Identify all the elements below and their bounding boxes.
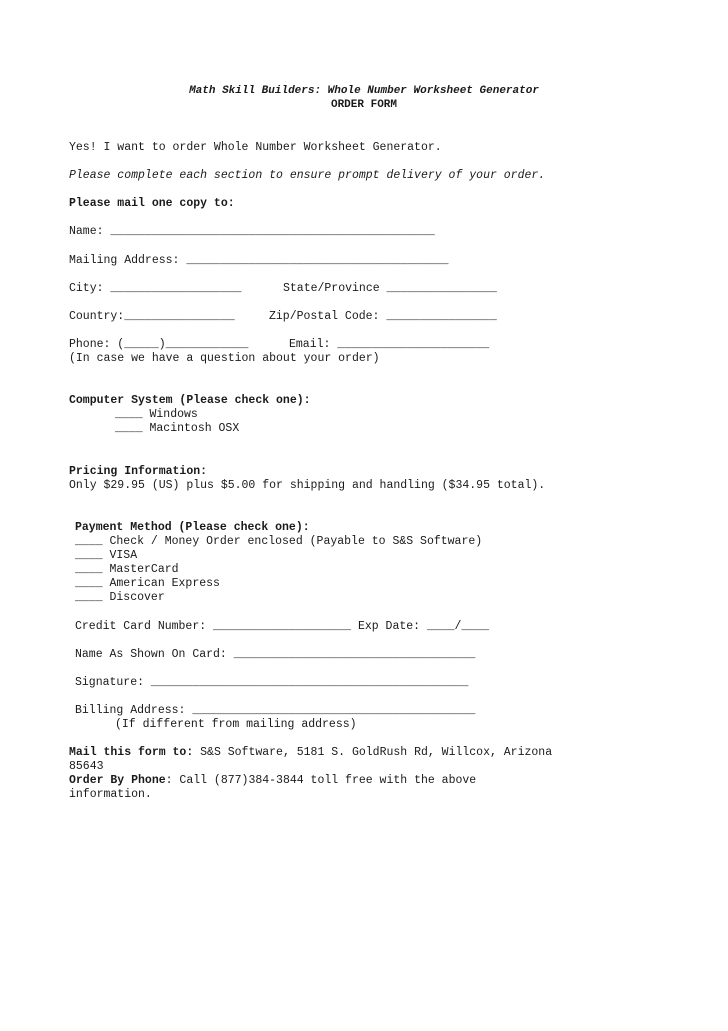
mac-option: ____ Macintosh OSX — [115, 422, 240, 435]
country-field: Country:________________ — [69, 310, 235, 323]
order-by-phone-text-cont: information. — [69, 788, 152, 801]
amex-option: ____ American Express — [75, 577, 220, 590]
mailing-address-field: Mailing Address: ______________________________________ — [69, 254, 449, 267]
mail-to-address: S&S Software, 5181 S. GoldRush Rd, Willcox, Arizona — [193, 746, 553, 759]
mail-to-zip: 85643 — [69, 760, 104, 773]
phone-field: Phone: (_____)____________ — [69, 338, 249, 351]
windows-option: ____ Windows — [115, 408, 198, 421]
billing-note: (If different from mailing address) — [115, 718, 357, 731]
discover-option: ____ Discover — [75, 591, 165, 604]
contact-note: (In case we have a question about your order) — [69, 352, 380, 365]
state-field: State/Province ________________ — [283, 282, 497, 295]
check-option: ____ Check / Money Order enclosed (Payable to S&S Software) — [75, 535, 483, 548]
visa-option: ____ VISA — [75, 549, 138, 562]
pricing-text: Only $29.95 (US) plus $5.00 for shipping and handling ($34.95 total). — [69, 479, 546, 492]
intro-instructions: Please complete each section to ensure prompt delivery of your order. — [69, 169, 546, 182]
city-field: City: ___________________ — [69, 282, 242, 295]
intro-line: Yes! I want to order Whole Number Worksheet Generator. — [69, 141, 442, 154]
computer-system-heading: Computer System (Please check one): — [69, 394, 311, 407]
credit-card-field: Credit Card Number: ____________________ Exp Date: ____/____ — [75, 620, 490, 633]
email-field: Email: ______________________ — [289, 338, 490, 351]
pricing-heading: Pricing Information: — [69, 465, 208, 478]
form-subtitle: ORDER FORM — [330, 99, 397, 111]
mail-to-label: Mail this form to: — [69, 746, 194, 759]
mail-copy-heading: Please mail one copy to: — [69, 197, 235, 210]
payment-method-heading: Payment Method (Please check one): — [75, 521, 310, 534]
mail-to-line — [69, 746, 552, 760]
billing-address-field: Billing Address: _________________________________________ — [75, 704, 476, 717]
order-by-phone-text: : Call (877)384-3844 toll free with the above — [165, 774, 477, 787]
order-by-phone-label: Order By Phone — [69, 774, 166, 787]
name-on-card-field: Name As Shown On Card: ___________________________________ — [75, 648, 476, 661]
form-title: Math Skill Builders: Whole Number Worksheet Generator — [189, 85, 539, 97]
zip-field: Zip/Postal Code: ________________ — [269, 310, 497, 323]
name-field: Name: _______________________________________________ — [69, 225, 435, 238]
order-by-phone-line — [69, 774, 476, 788]
mastercard-option: ____ MasterCard — [75, 563, 179, 576]
signature-field: Signature: ______________________________________________ — [75, 676, 469, 689]
